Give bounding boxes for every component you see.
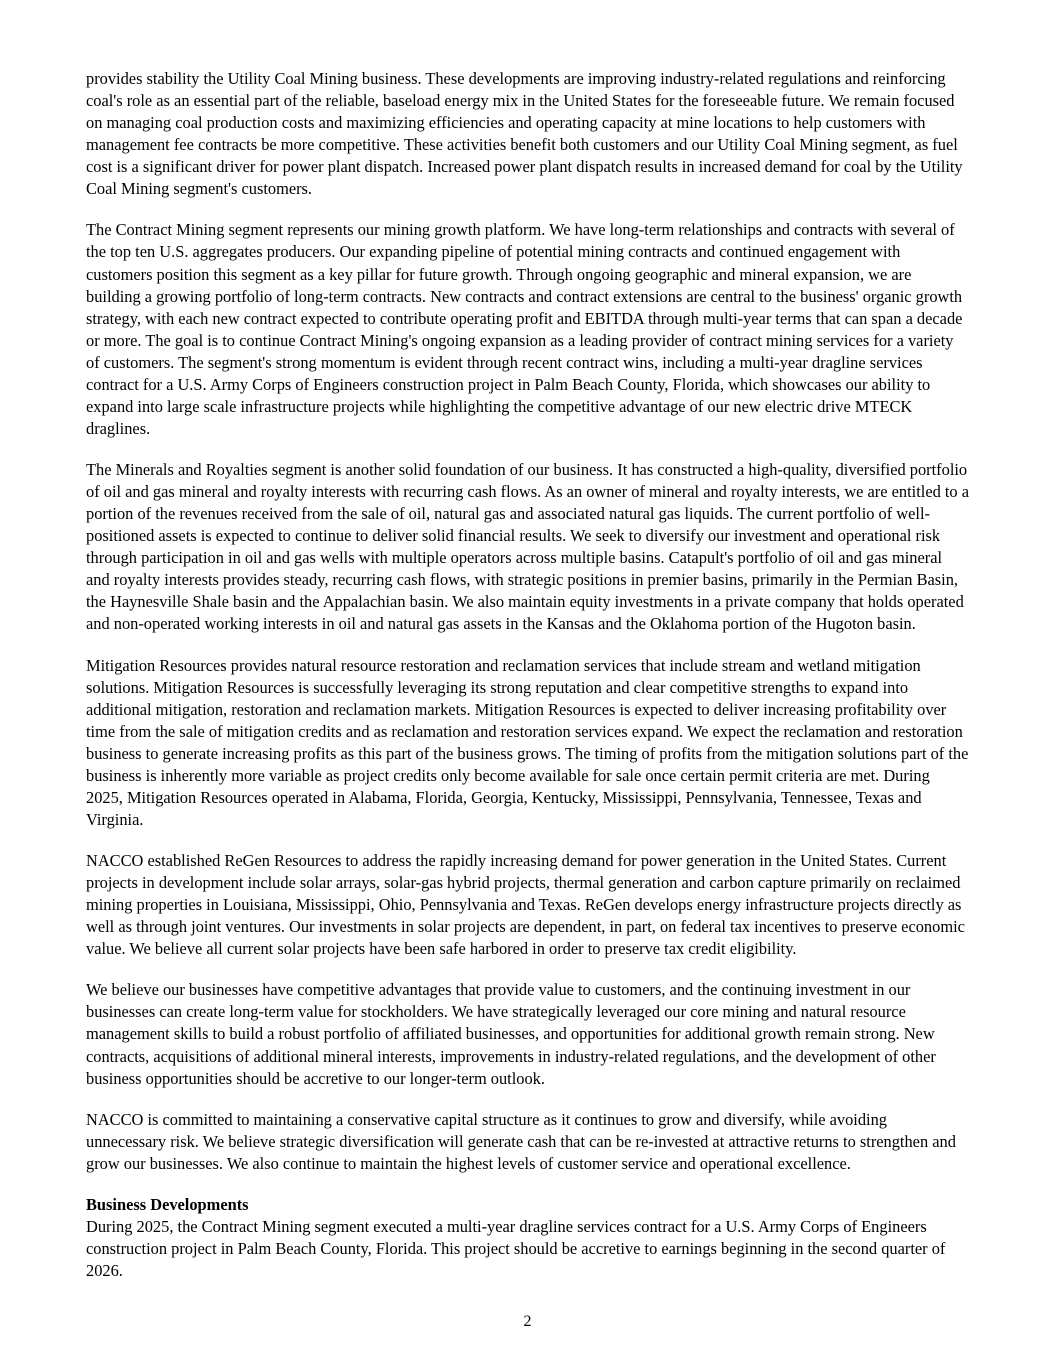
page-number: 2 <box>523 1313 532 1330</box>
paragraph-regen-resources: NACCO established ReGen Resources to address the rapidly increasing demand for power generation in the United States. Current projects in development include solar arrays, solar-gas hybrid projects, thermal generation and carbon capture primarily on reclaimed mining properties in Louisiana, Mississippi, Ohio, Pennsylvania and Texas. ReGen develops energy infrastructure projects directly as well as through joint ventures. Our investments in solar projects are dependent, in part, on federal tax incentives to preserve economic value. We believe all current solar projects have been safe harbored in order to preserve tax credit eligibility. <box>86 851 965 959</box>
paragraph-business-developments: During 2025, the Contract Mining segment executed a multi-year dragline services contract for a U.S. Army Corps of Engineers construction project in Palm Beach County, Florida. This project should be accretive to earnings beginning in the second quarter of 2026. <box>86 1216 946 1280</box>
paragraph-mitigation-resources: Mitigation Resources provides natural resource restoration and reclamation services that include stream and wetland mitigation solutions. Mitigation Resources is successfully leveraging its strong reputation and clear competitive strengths to expand into additional mitigation, restoration and reclamation markets. Mitigation Resources is expected to deliver increasing profitability over time from the sale of mitigation credits and as reclamation and restoration services expand. We expect the reclamation and restoration business to generate increasing profits as this part of the business grows. The timing of profits from the mitigation solutions part of the business is inherently more variable as project credits only become available for sale once certain permit criteria are met. During 2025, Mitigation Resources operated in Alabama, Florida, Georgia, Kentucky, Mississippi, Pennsylvania, Tennessee, Texas and Virginia. <box>86 655 969 829</box>
paragraph-utility-coal-mining: provides stability the Utility Coal Mining business. These developments are improving industry-related regulations and reinforcing coal's role as an essential part of the reliable, baseload energy mix in the United States for the foreseeable future. We remain focused on managing coal production costs and maximizing efficiencies and operating capacity at mine locations to help customers with management fee contracts be more competitive. These activities benefit both customers and our Utility Coal Mining segment, as fuel cost is a significant driver for power plant dispatch. Increased power plant dispatch results in increased demand for coal by the Utility Coal Mining segment's customers. <box>86 69 963 199</box>
business-developments-heading: Business Developments <box>86 1194 249 1214</box>
paragraph-contract-mining: The Contract Mining segment represents our mining growth platform. We have long-term relationships and contracts with several of the top ten U.S. aggregates producers. Our expanding pipeline of potential mining contracts and continued engagement with customers position this segment as a key pillar for future growth. Through ongoing geographic and mineral expansion, we are building a growing portfolio of long-term contracts. New contracts and contract extensions are central to the business' organic growth strategy, with each new contract expected to contribute operating profit and EBITDA through multi-year terms that can span a decade or more. The goal is to continue Contract Mining's ongoing expansion as a leading provider of contract mining services for a variety of customers. The segment's strong momentum is evident through recent contract wins, including a multi-year dragline services contract for a U.S. Army Corps of Engineers construction project in Palm Beach County, Florida, which showcases our ability to expand into large scale infrastructure projects while highlighting the competitive advantage of our new electric drive MTECK draglines. <box>86 220 963 438</box>
business-developments-section <box>86 1194 969 1282</box>
paragraph-competitive-advantages: We believe our businesses have competitive advantages that provide value to customers, and the continuing investment in our businesses can create long-term value for stockholders. We have strategically leveraged our core mining and natural resource management skills to build a robust portfolio of affiliated businesses, and opportunities for additional growth remain strong. New contracts, acquisitions of additional mineral interests, improvements in industry-related regulations, and the development of other business opportunities should be accretive to our longer-term outlook. <box>86 980 936 1088</box>
paragraph-capital-structure: NACCO is committed to maintaining a conservative capital structure as it continues to grow and diversify, while avoiding unnecessary risk. We believe strategic diversification will generate cash that can be re-invested at attractive returns to strengthen and grow our businesses. We also continue to maintain the highest levels of customer service and operational excellence. <box>86 1109 956 1173</box>
document-body <box>86 68 969 1282</box>
paragraph-minerals-and-royalties: The Minerals and Royalties segment is another solid foundation of our business. It has constructed a high-quality, diversified portfolio of oil and gas mineral and royalty interests with recurring cash flows. As an owner of mineral and royalty interests, we are entitled to a portion of the revenues received from the sale of oil, natural gas and associated natural gas liquids. The current portfolio of well-positioned assets is expected to continue to deliver solid financial results. We seek to diversify our investment and operational risk through participation in oil and gas wells with multiple operators across multiple basins. Catapult's portfolio of oil and gas mineral and royalty interests provides steady, recurring cash flows, with strategic positions in premier basins, primarily in the Permian Basin, the Haynesville Shale basin and the Appalachian basin. We also maintain equity investments in a private company that holds operated and non-operated working interests in oil and natural gas assets in the Kansas and the Oklahoma portion of the Hugoton basin. <box>86 460 970 634</box>
